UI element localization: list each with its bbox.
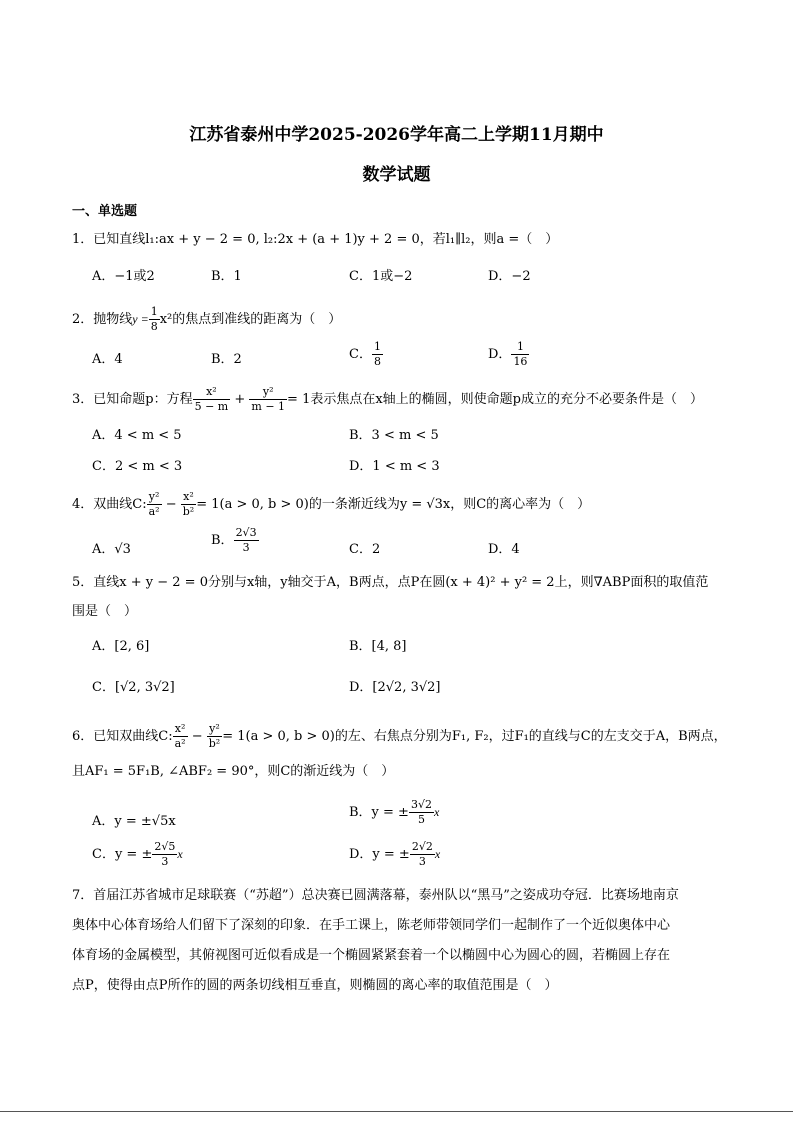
question-3-option-b: B．3 < m < 5 (349, 428, 439, 443)
question-2-option-d (488, 340, 529, 369)
option-fraction (511, 340, 529, 369)
question-3-option-d: D．1 < m < 3 (349, 459, 440, 474)
fraction-numerator: y² (147, 490, 162, 505)
question-3-fraction-2 (249, 385, 287, 414)
fraction-denominator: 5 (417, 813, 425, 826)
fraction-numerator: x² (193, 385, 231, 400)
question-4-option-c: C．2 (349, 542, 381, 557)
question-4-stem: 4．双曲线C: $\frac{\text{y²}}{\text{a²}}$ − $\frac{\text{x²}}{\text{b²}}$ = 1(a > 0, b > 0)的一条渐近线为y = √3x，则C的离心率为（ ） (72, 490, 591, 518)
fraction-numerator: x² (173, 722, 188, 737)
question-7-line-2: 奥体中心体育场给人们留下了深刻的印象．在手工课上，陈老师带领同学们一起制作了一个近似奥体中心 (72, 918, 671, 933)
question-6-fraction-1 (173, 722, 188, 751)
question-4-fraction-1 (147, 490, 162, 519)
question-7-line-1: 7．首届江苏省城市足球联赛（“苏超”）总决赛已圆满落幕，泰州队以“黑马”之姿成功夺冠．比赛场地南京 (72, 888, 679, 903)
fraction-numerator: 3√2 (410, 798, 432, 811)
question-6-stem-pre: 6．已知双曲线C: (72, 729, 173, 744)
fraction-numerator: 1 (150, 305, 158, 318)
fraction-numerator: 2√2 (411, 840, 433, 853)
option-fraction (372, 340, 383, 369)
question-1-option-d: D．−2 (488, 269, 531, 284)
option-variable: x (434, 847, 441, 861)
question-4-stem-post: = 1(a > 0, b > 0)的一条渐近线为y = √3x，则C的离心率为（ ） (196, 497, 591, 512)
question-3-stem: 3．已知命题p：方程 $\frac{\text{x²}}{5 - m}$ + $\frac{\text{y²}}{m - 1}$ = 1表示焦点在x轴上的椭圆，则使命题p成立的充分不必要条件是（ ） (72, 385, 703, 413)
question-6-stem-post: = 1(a > 0, b > 0)的左、右焦点分别为F₁, F₂，过F₁的直线与C的左支交于A，B两点， (222, 729, 727, 744)
question-5-stem-line-1: 5．直线x + y − 2 = 0分别与x轴，y轴交于A，B两点，点P在圆(x + 4)² + y² = 2上，则∇ABP面积的取值范 (72, 575, 709, 590)
question-2-stem-post: x²的焦点到准线的距离为（ ） (159, 312, 342, 327)
question-6-option-d (349, 840, 440, 869)
fraction-numerator: 2√3 (235, 526, 257, 539)
question-2-option-b: B．2 (211, 352, 242, 367)
question-2-fraction (149, 305, 160, 334)
section-heading: 一、单选题 (72, 204, 138, 219)
question-3-stem-pre: 3．已知命题p：方程 (72, 392, 193, 407)
option-label: D． (488, 347, 512, 362)
question-5-option-d: D．[2√2, 3√2] (349, 680, 441, 695)
question-1-option-c: C．1或−2 (349, 269, 413, 284)
option-label: D．y = ± (349, 847, 410, 862)
page-title: 江苏省泰州中学2025-2026学年高二上学期11月期中 (189, 125, 604, 145)
fraction-denominator: 3 (242, 541, 250, 554)
page-subtitle: 数学试题 (362, 165, 431, 185)
question-7-line-3: 体育场的金属模型，其俯视图可近似看成是一个椭圆紧紧套着一个以椭圆中心为圆心的圆，若椭圆上存在 (72, 948, 671, 963)
question-5-stem-line-2: 围是（ ） (72, 604, 138, 619)
question-4-stem-pre: 4．双曲线C: (72, 497, 147, 512)
fraction-denominator: b² (182, 505, 195, 518)
question-2-math: y = (132, 312, 149, 326)
question-1-option-b: B．1 (211, 269, 242, 284)
question-2-stem (72, 305, 341, 334)
question-2-stem-pre: 2．抛物线 (72, 312, 133, 327)
question-4-option-b (211, 526, 259, 555)
question-3-option-c: C．2 < m < 3 (92, 459, 183, 474)
fraction-numerator: x² (181, 490, 196, 505)
fraction-denominator: b² (208, 737, 221, 750)
fraction-numerator: 1 (511, 340, 529, 355)
question-6-stem: 6．已知双曲线C: $\frac{\text{x²}}{\text{a²}}$ − $\frac{\text{y²}}{\text{b²}}$ = 1(a > 0, b > 0)的左、右焦点分别为F₁, F₂，过F₁的直线与C的左支交于A，B两点， (72, 722, 727, 750)
fraction-denominator: a² (174, 737, 186, 750)
question-3-fraction-1 (193, 385, 231, 414)
fraction-denominator: 3 (161, 855, 169, 868)
question-3-option-a: A．4 < m < 5 (92, 428, 182, 443)
question-7-line-4: 点P，使得由点P所作的圆的两条切线相互垂直，则椭圆的离心率的取值范围是（ ） (72, 978, 558, 993)
fraction-denominator: 8 (373, 355, 381, 368)
option-fraction (409, 798, 434, 827)
question-2-option-c (349, 340, 383, 369)
question-4-fraction-2 (181, 490, 196, 519)
fraction-denominator: m − 1 (251, 400, 286, 413)
question-1-stem: 1．已知直线l₁:ax + y − 2 = 0, l₂:2x + (a + 1)y + 2 = 0，若l₁∥l₂，则a =（ ） (72, 232, 559, 247)
fraction-numerator: 2√5 (154, 840, 176, 853)
question-4-option-a: A．√3 (92, 542, 131, 557)
fraction-numerator: y² (249, 385, 287, 400)
option-label: B． (211, 533, 234, 548)
fraction-numerator: y² (207, 722, 222, 737)
option-label: B．y = ± (349, 805, 409, 820)
fraction-denominator: a² (148, 505, 160, 518)
question-2-option-a: A．4 (92, 352, 123, 367)
question-6-fraction-2 (207, 722, 222, 751)
question-4-option-d: D．4 (488, 542, 520, 557)
fraction-numerator: 1 (373, 340, 381, 353)
fraction-denominator: 8 (150, 320, 158, 333)
question-6-option-a: A．y = ±√5x (92, 814, 176, 829)
option-fraction (152, 840, 177, 869)
option-fraction (234, 526, 259, 555)
option-label: C．y = ± (92, 847, 153, 862)
option-fraction (410, 840, 435, 869)
question-6-stem-line-2: 且AF₁ = 5F₁B, ∠ABF₂ = 90°，则C的渐近线为（ ） (72, 764, 395, 779)
option-label: C． (349, 347, 372, 362)
fraction-denominator: 3 (418, 855, 426, 868)
fraction-denominator: 16 (513, 355, 528, 368)
question-3-stem-post: = 1表示焦点在x轴上的椭圆，则使命题p成立的充分不必要条件是（ ） (287, 392, 703, 407)
question-6-option-c (92, 840, 183, 869)
page-bottom-divider (0, 1111, 793, 1112)
option-variable: x (177, 847, 183, 861)
question-5-option-c: C．[√2, 3√2] (92, 680, 175, 695)
question-1-option-a: A．−1或2 (92, 269, 155, 284)
option-variable: x (433, 805, 440, 819)
question-5-option-b: B．[4, 8] (349, 639, 407, 654)
question-6-option-b (349, 798, 439, 827)
question-5-option-a: A．[2, 6] (92, 639, 150, 654)
fraction-denominator: 5 − m (194, 400, 229, 413)
